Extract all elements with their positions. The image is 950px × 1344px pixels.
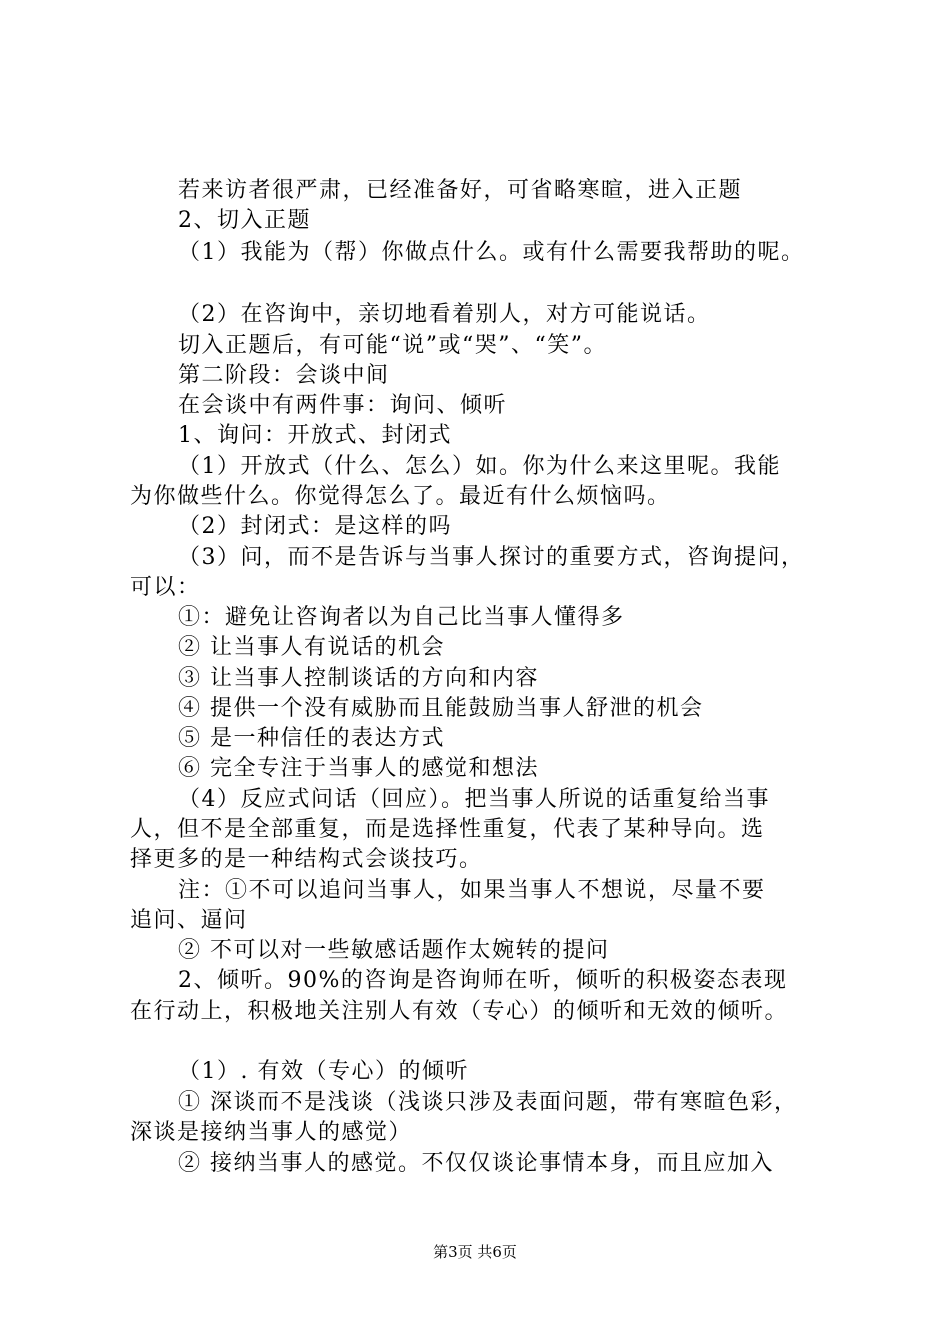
text-line: ⑥ 完全专注于当事人的感觉和想法	[178, 756, 539, 781]
text-line: （2）在咨询中，亲切地看着别人，对方可能说话。	[178, 302, 711, 327]
text-line: 注：①不可以追问当事人，如果当事人不想说，尽量不要	[178, 878, 766, 903]
text-line: 可以：	[130, 575, 201, 600]
text-line: （2）封闭式：是这样的吗	[178, 514, 452, 539]
text-line: ③ 让当事人控制谈话的方向和内容	[178, 666, 539, 691]
text-line: 在行动上，积极地关注别人有效（专心）的倾听和无效的倾听。	[130, 999, 789, 1024]
text-line: 第二阶段：会谈中间	[178, 363, 390, 388]
text-line: 1、询问：开放式、封闭式	[178, 423, 452, 448]
text-line: ② 让当事人有说话的机会	[178, 635, 445, 660]
text-line: 2、倾听。90%的咨询是咨询师在听，倾听的积极姿态表现	[178, 968, 788, 993]
text-line: ①：避免让咨询者以为自己比当事人懂得多	[178, 605, 625, 630]
text-line: 人，但不是全部重复，而是选择性重复，代表了某种导向。选	[130, 817, 765, 842]
text-line: ⑤ 是一种信任的表达方式	[178, 726, 445, 751]
text-line: ① 深谈而不是浅谈（浅谈只涉及表面问题，带有寒暄色彩，	[178, 1090, 798, 1115]
text-line: （1）开放式（什么、怎么）如。你为什么来这里呢。我能	[178, 454, 781, 479]
text-line: 为你做些什么。你觉得怎么了。最近有什么烦恼吗。	[130, 484, 671, 509]
text-line: （1）. 有效（专心）的倾听	[178, 1059, 469, 1084]
text-line: 追问、逼问	[130, 908, 248, 933]
text-line: ② 接纳当事人的感觉。不仅仅谈论事情本身，而且应加入	[178, 1151, 774, 1176]
text-line: （1）我能为（帮）你做点什么。或有什么需要我帮助的呢。	[178, 240, 805, 265]
text-line: ② 不可以对一些敏感话题作太婉转的提问	[178, 938, 610, 963]
text-line: 切入正题后，有可能“说”或“哭”、“笑”。	[178, 333, 607, 358]
text-line: （4）反应式问话（回应）。把当事人所说的话重复给当事	[178, 787, 770, 812]
text-line: 若来访者很严肃，已经准备好，可省略寒暄，进入正题	[178, 178, 743, 203]
page-footer: 第3页 共6页	[433, 1243, 517, 1261]
text-line: ④ 提供一个没有威胁而且能鼓励当事人舒泄的机会	[178, 696, 704, 721]
text-line: 在会谈中有两件事：询问、倾听	[178, 393, 508, 418]
text-line: 深谈是接纳当事人的感觉）	[130, 1120, 413, 1145]
text-line: 择更多的是一种结构式会谈技巧。	[130, 847, 483, 872]
text-line: 2、切入正题	[178, 208, 311, 233]
text-line: （3）问，而不是告诉与当事人探讨的重要方式，咨询提问，	[178, 545, 805, 570]
